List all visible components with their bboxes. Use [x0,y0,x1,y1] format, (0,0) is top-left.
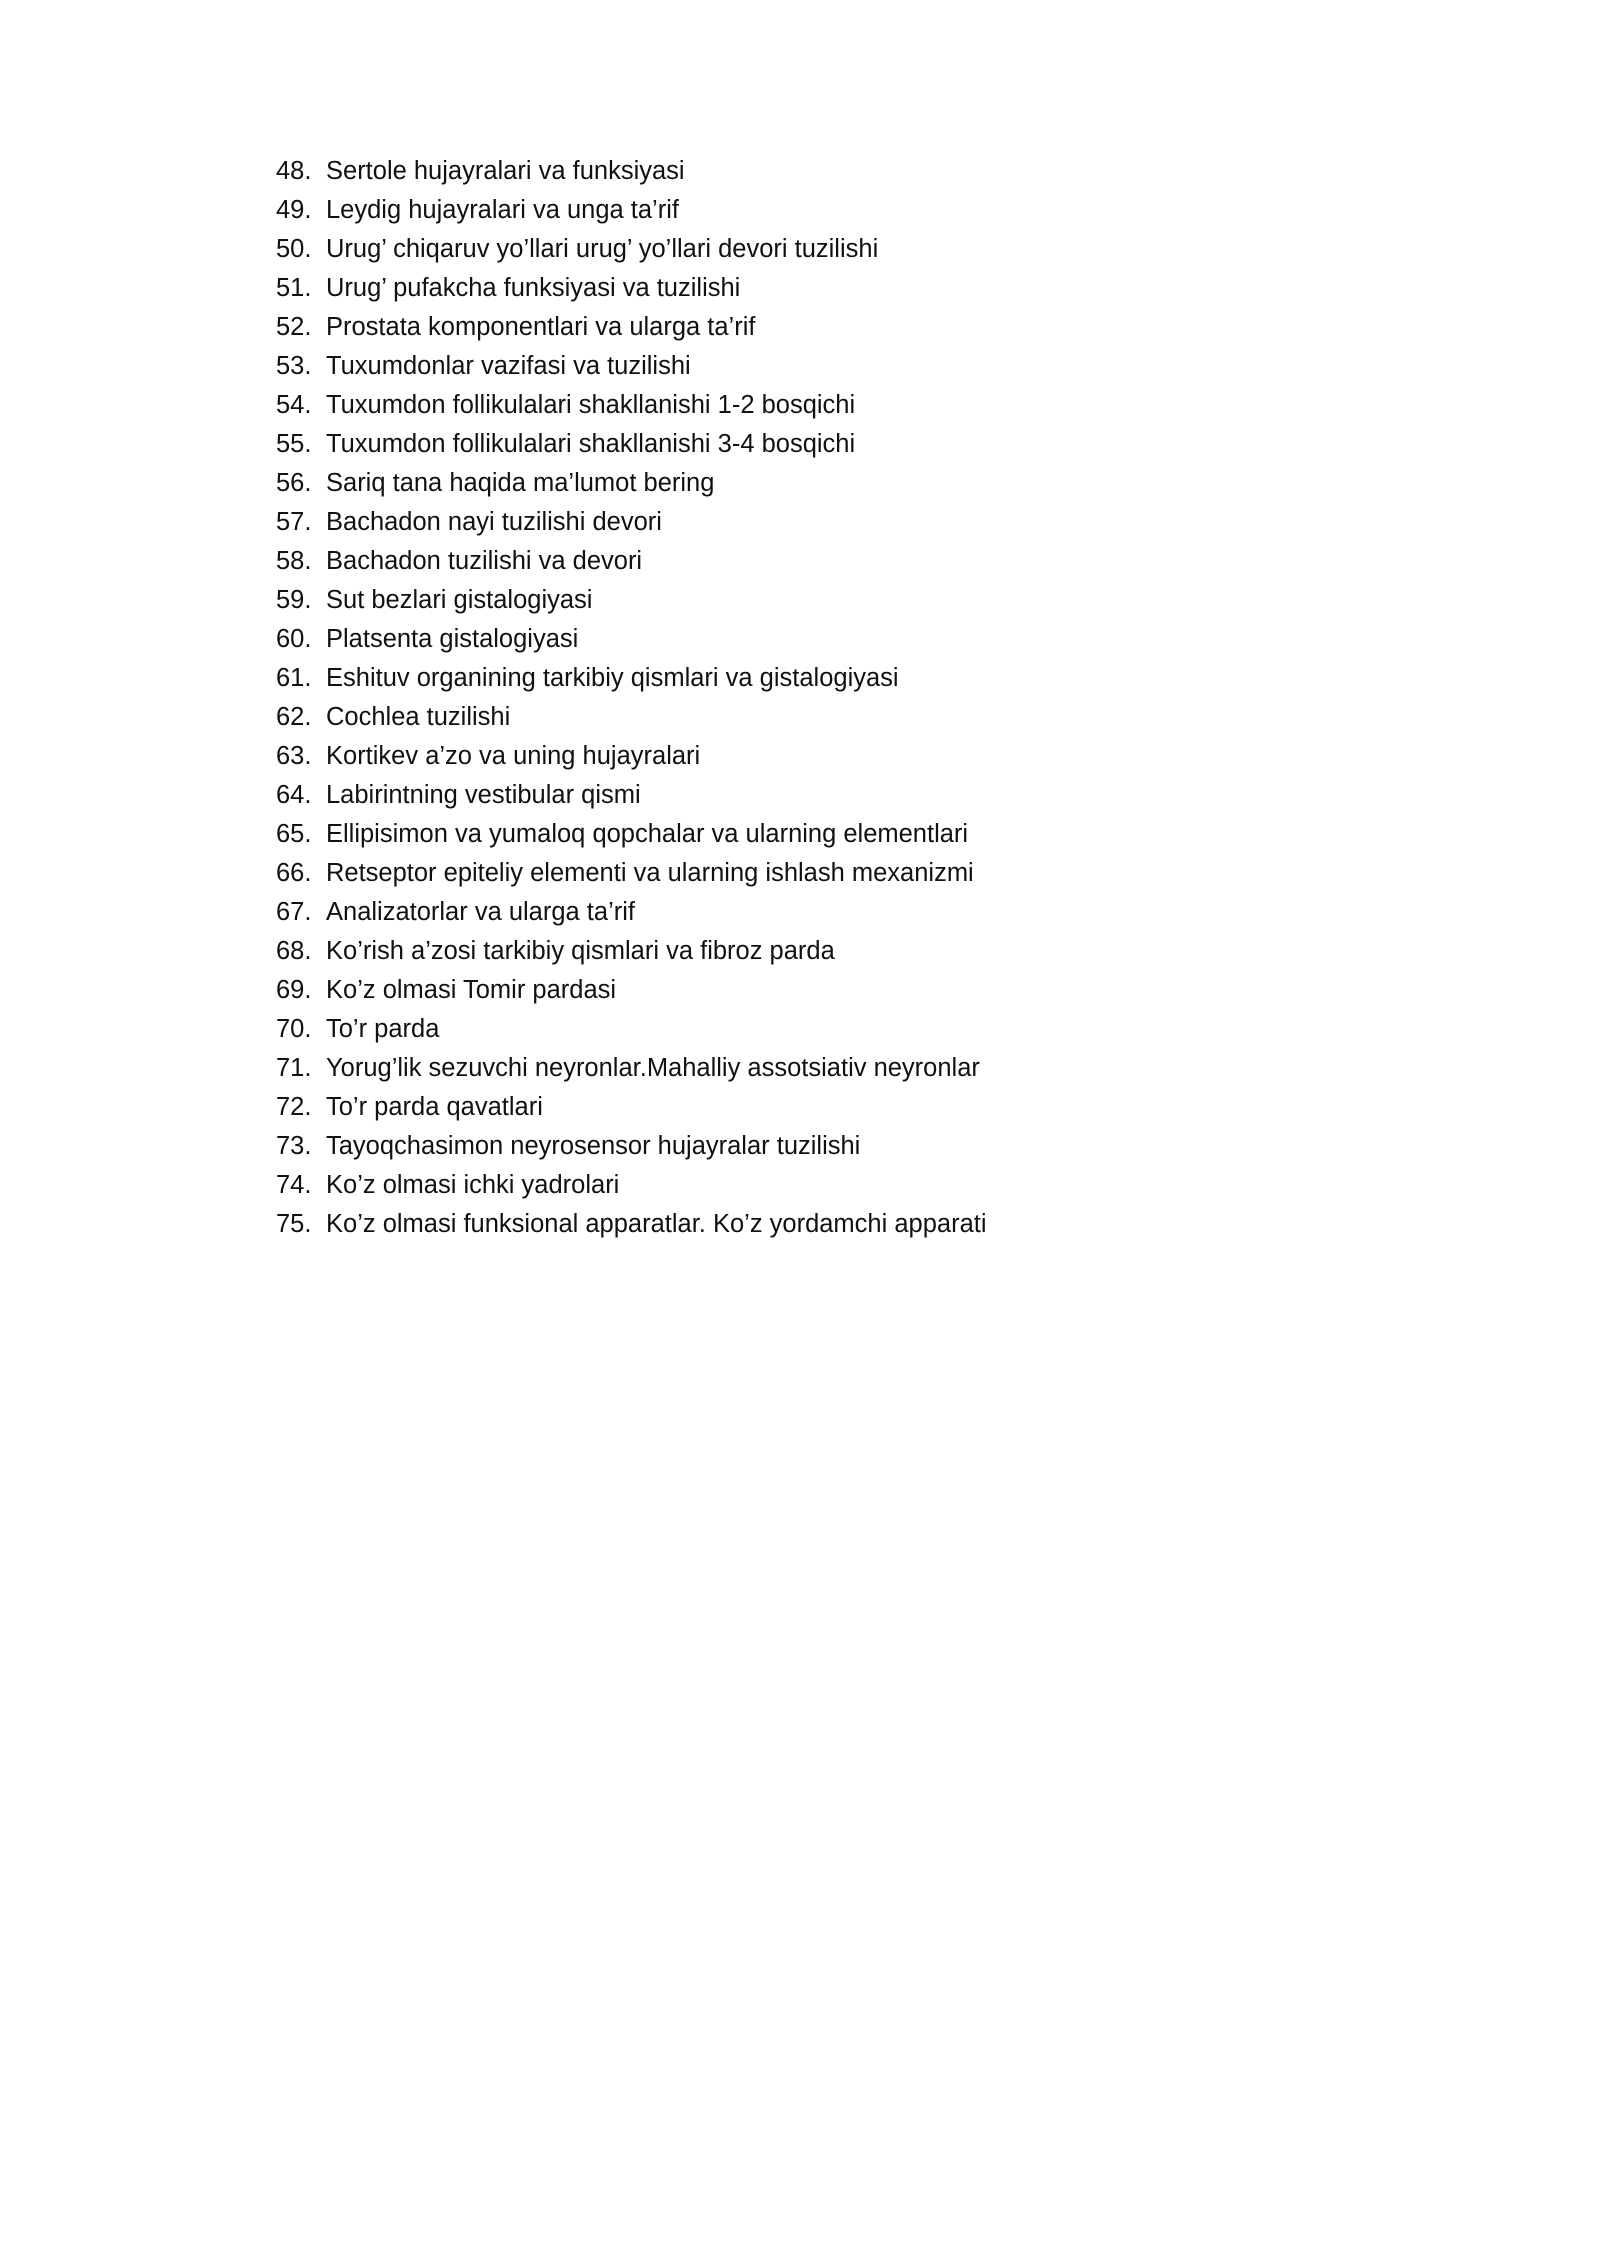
item-number: 63. [276,742,312,770]
item-number: 67. [276,898,312,926]
item-text: Tayoqchasimon neyrosensor hujayralar tuzilishi [326,1132,861,1160]
item-number: 68. [276,937,312,965]
item-text: Leydig hujayralari va unga ta’rif [326,196,679,224]
item-number: 49. [276,196,312,224]
item-text: Urug’ chiqaruv yo’llari urug’ yo’llari devori tuzilishi [326,235,879,263]
item-text: To’r parda [326,1015,440,1043]
item-number: 60. [276,625,312,653]
item-number: 73. [276,1132,312,1160]
item-number: 61. [276,664,312,692]
list-item [276,347,987,386]
list-item [276,893,987,932]
item-text: Ellipisimon va yumaloq qopchalar va ularning elementlari [326,820,969,848]
item-text: Eshituv organining tarkibiy qismlari va gistalogiyasi [326,664,899,692]
list-item [276,776,987,815]
list-item [276,620,987,659]
item-number: 59. [276,586,312,614]
list-item [276,854,987,893]
item-number: 72. [276,1093,312,1121]
item-number: 58. [276,547,312,575]
list-item [276,464,987,503]
list-item [276,152,987,191]
item-text: Sut bezlari gistalogiyasi [326,586,593,614]
list-item [276,971,987,1010]
item-number: 75. [276,1210,312,1238]
item-number: 52. [276,313,312,341]
list-item [276,698,987,737]
list-item [276,1049,987,1088]
item-number: 57. [276,508,312,536]
item-number: 64. [276,781,312,809]
item-number: 55. [276,430,312,458]
item-text: Ko’z olmasi ichki yadrolari [326,1171,620,1199]
list-item [276,308,987,347]
list-item [276,932,987,971]
list-item [276,542,987,581]
item-text: Bachadon nayi tuzilishi devori [326,508,662,536]
list-item [276,1127,987,1166]
item-number: 66. [276,859,312,887]
list-item [276,815,987,854]
item-text: Yorug’lik sezuvchi neyronlar.Mahalliy assotsiativ neyronlar [326,1054,980,1082]
item-text: Tuxumdon follikulalari shakllanishi 1-2 bosqichi [326,391,856,419]
list-item [276,1088,987,1127]
item-text: Ko’rish a’zosi tarkibiy qismlari va fibroz parda [326,937,835,965]
item-text: Ko’z olmasi Tomir pardasi [326,976,617,1004]
item-text: Urug’ pufakcha funksiyasi va tuzilishi [326,274,741,302]
list-item [276,581,987,620]
list-item [276,386,987,425]
item-number: 70. [276,1015,312,1043]
item-text: Kortikev a’zo va uning hujayralari [326,742,701,770]
list-item [276,1010,987,1049]
item-text: To’r parda qavatlari [326,1093,543,1121]
item-text: Analizatorlar va ularga ta’rif [326,898,635,926]
item-text: Bachadon tuzilishi va devori [326,547,643,575]
item-number: 51. [276,274,312,302]
item-number: 71. [276,1054,312,1082]
item-text: Sariq tana haqida ma’lumot bering [326,469,715,497]
list-item [276,269,987,308]
item-text: Ko’z olmasi funksional apparatlar. Ko’z yordamchi apparati [326,1210,987,1238]
item-number: 50. [276,235,312,263]
list-item [276,503,987,542]
numbered-question-list [276,152,987,1244]
item-number: 53. [276,352,312,380]
item-text: Prostata komponentlari va ularga ta’rif [326,313,756,341]
item-number: 74. [276,1171,312,1199]
item-number: 65. [276,820,312,848]
list-item [276,1205,987,1244]
list-item [276,191,987,230]
item-text: Sertole hujayralari va funksiyasi [326,157,685,185]
item-number: 48. [276,157,312,185]
list-item [276,230,987,269]
item-text: Platsenta gistalogiyasi [326,625,579,653]
list-item [276,737,987,776]
item-number: 56. [276,469,312,497]
item-number: 62. [276,703,312,731]
item-text: Cochlea tuzilishi [326,703,511,731]
list-item [276,659,987,698]
item-text: Tuxumdon follikulalari shakllanishi 3-4 bosqichi [326,430,856,458]
item-text: Tuxumdonlar vazifasi va tuzilishi [326,352,691,380]
list-item [276,425,987,464]
item-number: 69. [276,976,312,1004]
list-item [276,1166,987,1205]
item-text: Retseptor epiteliy elementi va ularning ishlash mexanizmi [326,859,974,887]
item-text: Labirintning vestibular qismi [326,781,641,809]
item-number: 54. [276,391,312,419]
